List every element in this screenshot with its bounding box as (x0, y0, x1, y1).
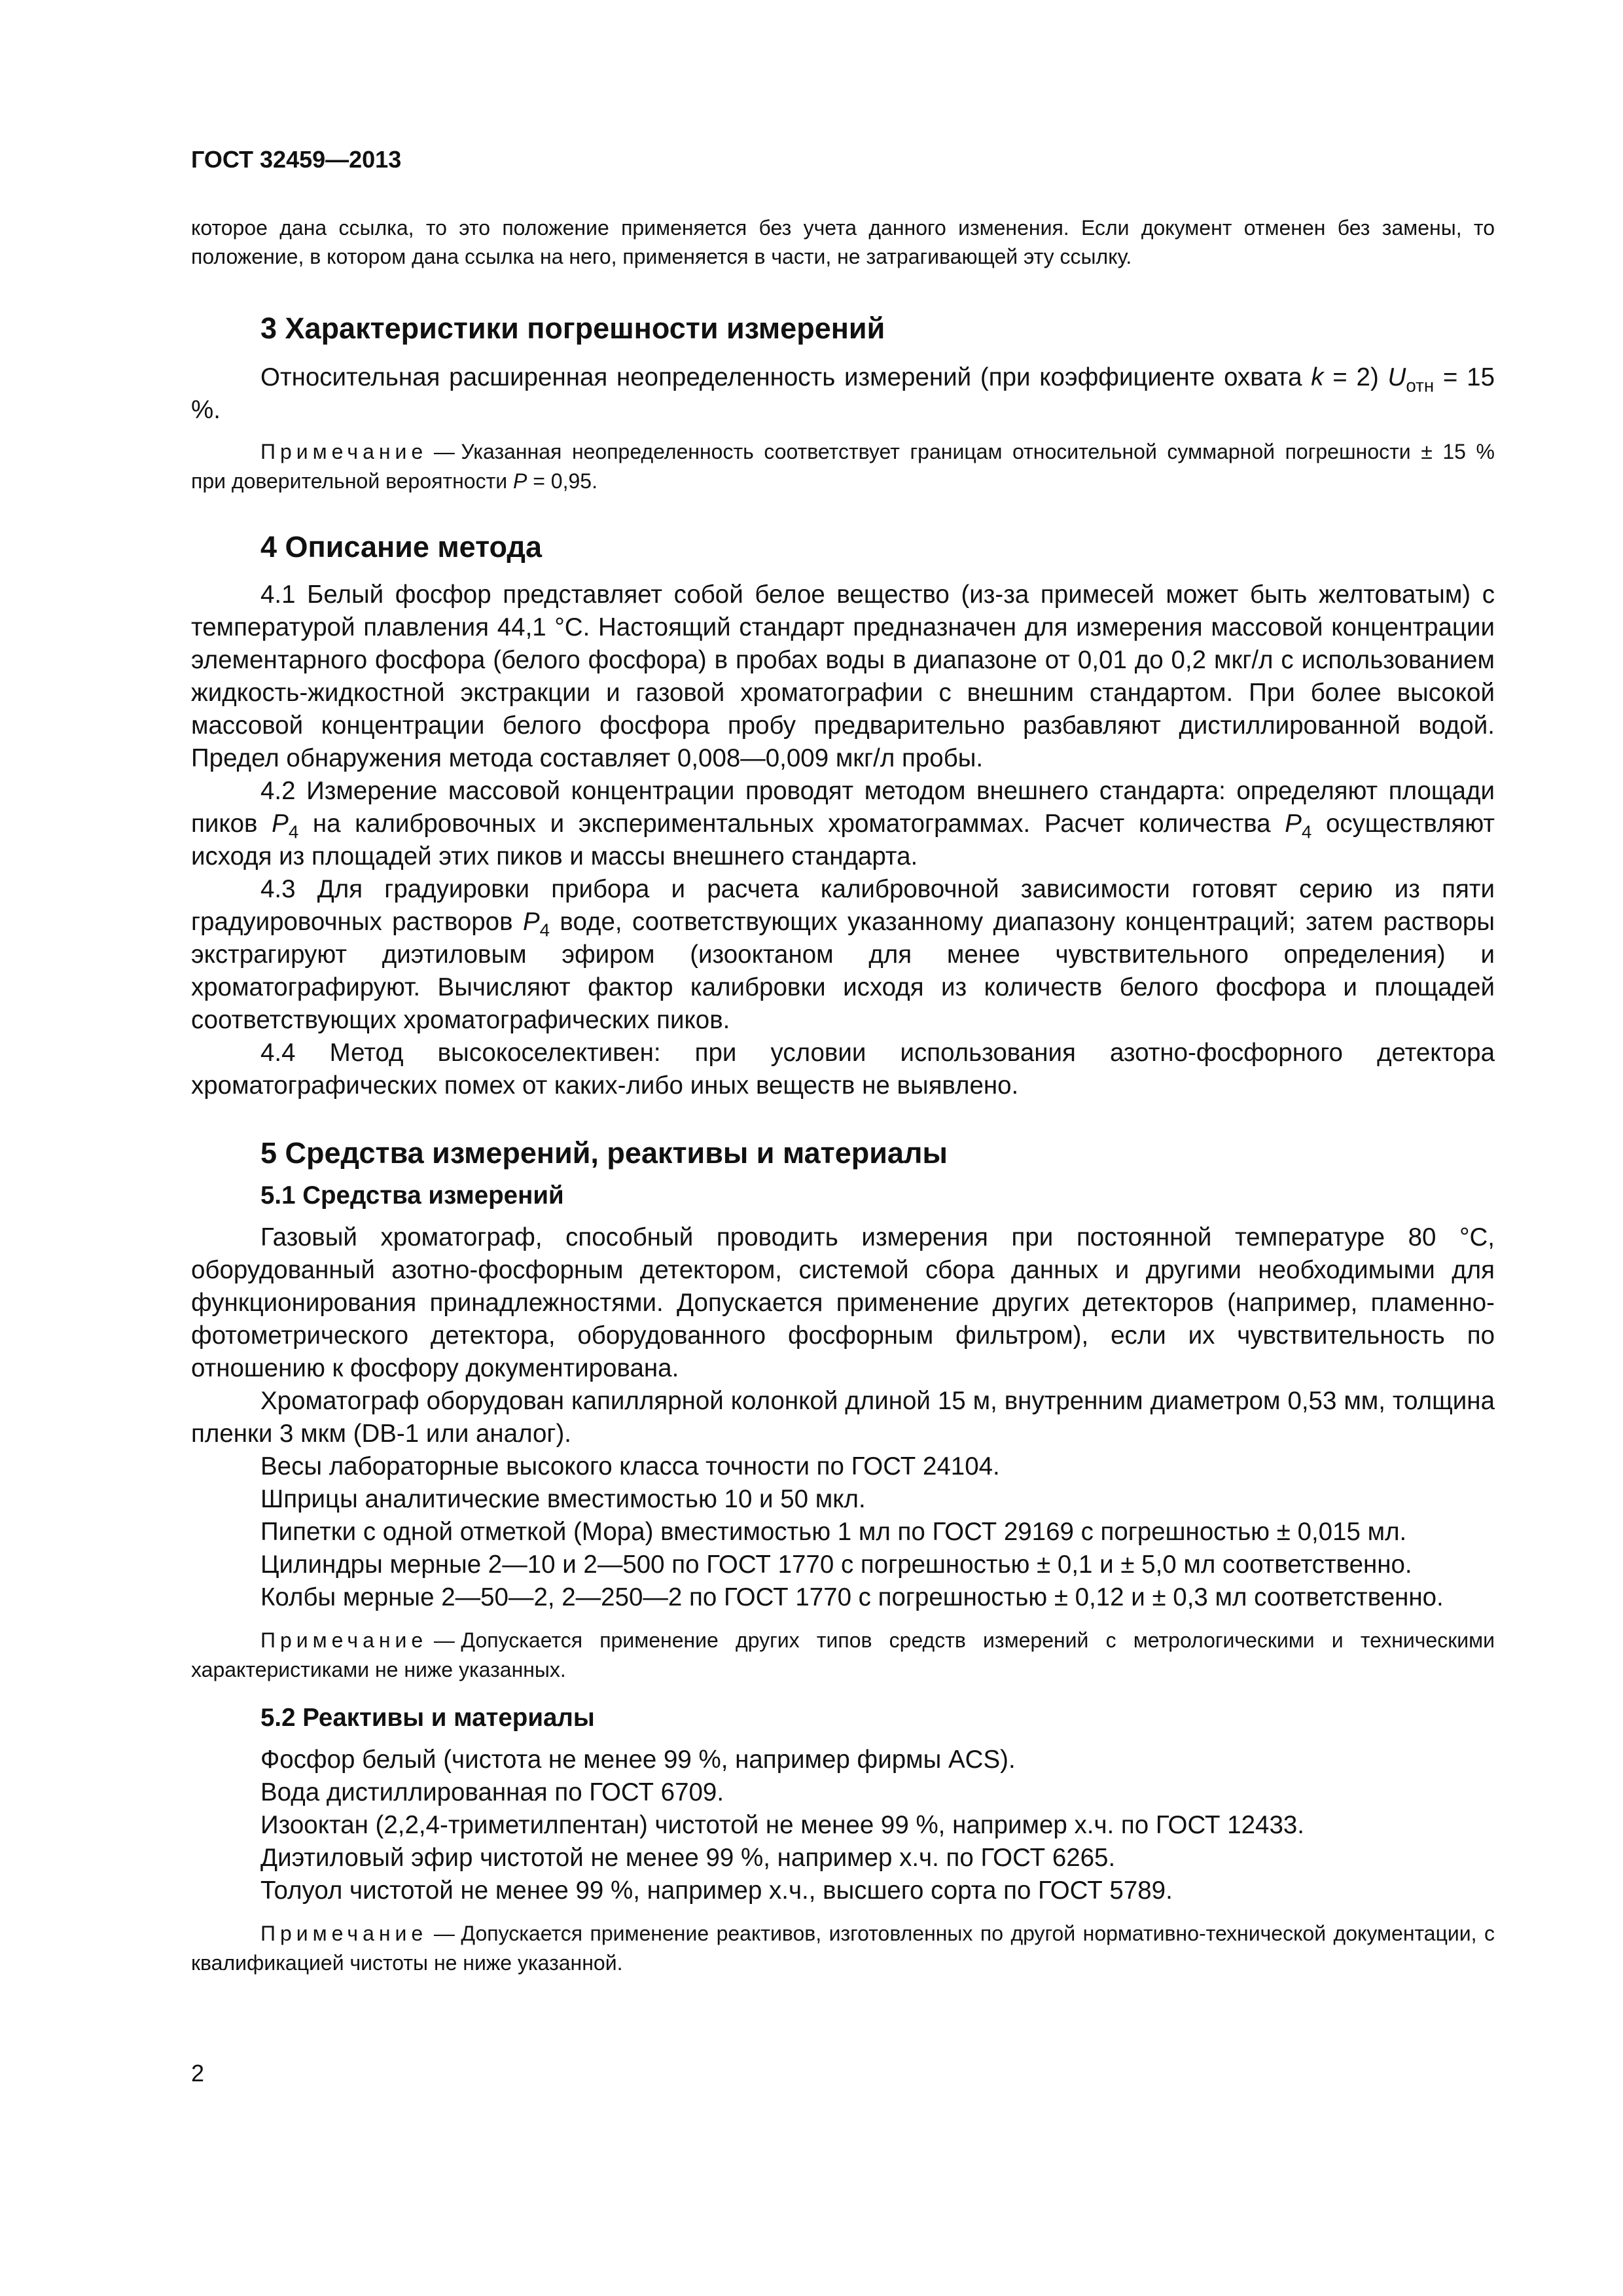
u-variable: U (1387, 363, 1406, 391)
subsection-5-1-title: 5.1 Средства измерений (260, 1181, 564, 1210)
subsection-5-1-note (191, 1626, 1495, 1685)
reagent-item: Изооктан (2,2,4-триметилпентан) чистотой не менее 99 %, например х.ч. по ГОСТ 12433. (260, 1811, 1304, 1839)
reagent-item: Вода дистиллированная по ГОСТ 6709. (260, 1778, 724, 1806)
section-4-title: 4 Описание метода (260, 530, 543, 564)
paragraph-4-3 (191, 873, 1495, 1037)
equipment-item: Весы лабораторные высокого класса точности по ГОСТ 24104. (260, 1452, 1000, 1480)
note-label: Примечание (260, 1628, 428, 1652)
reagent-item: Фосфор белый (чистота не менее 99 %, например фирмы ACS). (260, 1746, 1016, 1774)
paragraph-4-2-text-c: осуществляют исходя из площадей этих пиков и массы внешнего стандарта. (191, 810, 1495, 870)
paragraph-4-2-text-b: на калибровочных и экспериментальных хроматограммах. Расчет количества (298, 810, 1285, 838)
p4-subscript: 4 (288, 821, 299, 842)
subsection-5-1-paragraph-1: Газовый хроматограф, способный проводить измерения при постоянной температуре 80 °С, оборудованный азотно-фосфорным детектором, системой сбора данных и другими необходимыми для функционирования принадлежностями. Допускается применение других детекторов (например, пламенно-фотометрического детектора, оборудованного фосфорным фильтром), если их чувствительность по отношению к фосфору документирована. (191, 1223, 1495, 1382)
paragraph-4-4: 4.4 Метод высокоселективен: при условии использования азотно-фосфорного детектора хроматографических помех от каких-либо иных веществ не выявлено. (191, 1039, 1495, 1100)
p-variable: P (512, 469, 527, 493)
note-text-a: Указанная неопределенность соответствует границам относительной суммарной погрешности ± 15 % при доверительной вероятности (191, 440, 1495, 493)
p4-variable: P (272, 810, 289, 838)
note-text: Допускается применение других типов средств измерений с метрологическими и техническими характеристиками не ниже указанных. (191, 1628, 1495, 1681)
page-number: 2 (191, 2060, 205, 2087)
section-5-title: 5 Средства измерений, реактивы и материалы (260, 1136, 948, 1170)
reagent-item: Толуол чистотой не менее 99 %, например х.ч., высшего сорта по ГОСТ 5789. (260, 1876, 1173, 1905)
note-label: Примечание (260, 1922, 428, 1945)
note-dash: — (433, 1922, 455, 1945)
section-3-text-b: = 2) (1323, 363, 1388, 391)
p4-subscript: 4 (539, 920, 550, 941)
section-3-text-c: = 15 %. (191, 363, 1495, 424)
note-label: Примечание (260, 440, 428, 463)
page-content (191, 145, 1495, 1978)
note-text: Допускается применение реактивов, изготовленных по другой нормативно-технической документации, с квалификацией чистоты не ниже указанной. (191, 1922, 1495, 1975)
u-subscript: отн (1406, 375, 1435, 396)
equipment-item: Пипетки с одной отметкой (Мора) вместимостью 1 мл по ГОСТ 29169 с погрешностью ± 0,015 мл. (260, 1518, 1407, 1546)
note-dash: — (433, 440, 455, 463)
section-3-paragraph (191, 361, 1495, 427)
k-variable: k (1311, 363, 1324, 391)
equipment-item: Колбы мерные 2—50—2, 2—250—2 по ГОСТ 1770 с погрешностью ± 0,12 и ± 0,3 мл соответственно. (260, 1583, 1444, 1611)
reagent-item: Диэтиловый эфир чистотой не менее 99 %, например х.ч. по ГОСТ 6265. (260, 1844, 1116, 1872)
equipment-item: Шприцы аналитические вместимостью 10 и 50 мкл. (260, 1485, 866, 1513)
section-3-note (191, 437, 1495, 496)
paragraph-4-1: 4.1 Белый фосфор представляет собой белое вещество (из-за примесей может быть желтоватым) с температурой плавления 44,1 °С. Настоящий стандарт предназначен для измерения массовой концентрации элементарного фосфора (белого фосфора) в пробах воды в диапазоне от 0,01 до 0,2 мкг/л с использованием жидкость-жидкостной экстракции и газовой хроматографии с внешним стандартом. При более высокой массовой концентрации белого фосфора пробу предварительно разбавляют дистиллированной водой. Предел обнаружения метода составляет 0,008—0,009 мкг/л пробы. (191, 581, 1495, 772)
document-id: ГОСТ 32459—2013 (191, 146, 402, 173)
subsection-5-2-note (191, 1919, 1495, 1978)
paragraph-4-2-text-a: 4.2 Измерение массовой концентрации проводят методом внешнего стандарта: определяют площади пиков (191, 777, 1495, 838)
section-3-text-a: Относительная расширенная неопределенность измерений (при коэффициенте охвата (260, 363, 1311, 391)
subsection-5-2-title: 5.2 Реактивы и материалы (260, 1704, 595, 1732)
intro-paragraph: которое дана ссылка, то это положение применяется без учета данного изменения. Если документ отменен без замены, то положение, в котором дана ссылка на него, применяется в части, не затрагивающей эту ссылку. (191, 216, 1495, 268)
p4-variable: P (1285, 810, 1302, 838)
subsection-5-1-paragraph-2: Хроматограф оборудован капиллярной колонкой длиной 15 м, внутренним диаметром 0,53 мм, толщина пленки 3 мкм (DB-1 или аналог). (191, 1387, 1495, 1448)
note-dash: — (433, 1628, 455, 1652)
paragraph-4-3-text-a: 4.3 Для градуировки прибора и расчета калибровочной зависимости готовят серию из пяти градуировочных растворов (191, 875, 1495, 936)
p4-variable: P (522, 908, 540, 936)
paragraph-4-3-text-b: воде, соответствующих указанному диапазону концентраций; затем растворы экстрагируют диэтиловым эфиром (изооктаном для менее чувствительного определения) и хроматографируют. Вычисляют фактор калибровки исходя из количеств белого фосфора и площадей соответствующих хроматографических пиков. (191, 908, 1495, 1034)
equipment-item: Цилиндры мерные 2—10 и 2—500 по ГОСТ 1770 с погрешностью ± 0,1 и ± 5,0 мл соответственно. (260, 1551, 1412, 1579)
paragraph-4-2 (191, 775, 1495, 873)
p4-subscript: 4 (1301, 821, 1312, 842)
section-3-title: 3 Характеристики погрешности измерений (260, 312, 885, 345)
note-text-b: = 0,95. (527, 469, 597, 493)
